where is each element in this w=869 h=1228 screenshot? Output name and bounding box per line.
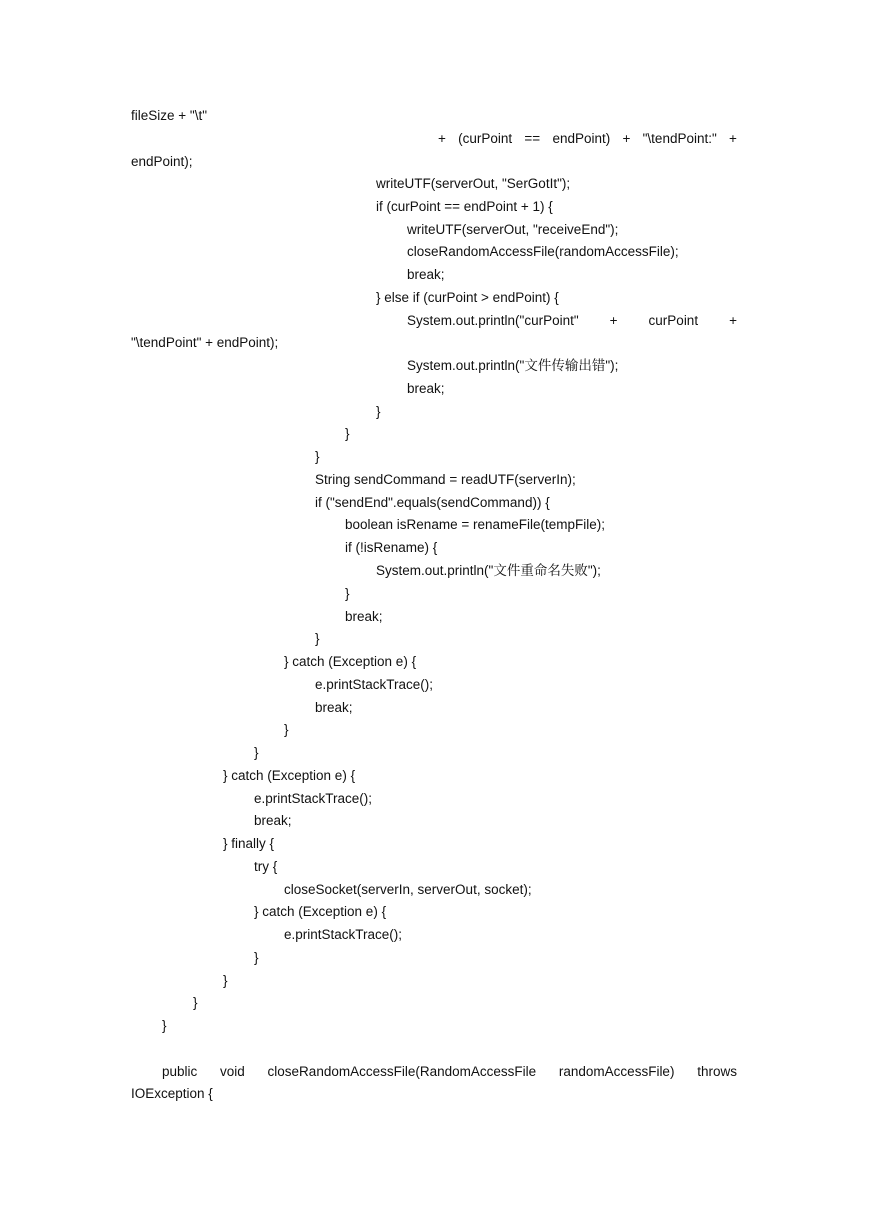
code-line: writeUTF(serverOut, "SerGotIt");	[376, 176, 571, 191]
code-token: endPoint)	[552, 131, 611, 146]
code-line: } catch (Exception e) {	[223, 768, 356, 783]
code-line: e.printStackTrace();	[284, 927, 403, 942]
code-line: }	[223, 973, 228, 988]
code-line: }	[162, 1018, 167, 1033]
code-line: IOException {	[131, 1086, 213, 1101]
code-token: (curPoint	[458, 131, 513, 146]
code-token: +	[609, 313, 618, 328]
code-line: break;	[254, 813, 292, 828]
code-token: +	[729, 131, 737, 146]
code-line: }	[254, 745, 259, 760]
code-line-justified	[438, 128, 737, 150]
code-token: randomAccessFile)	[558, 1064, 675, 1079]
code-line: } catch (Exception e) {	[254, 904, 387, 919]
code-token: void	[220, 1064, 245, 1079]
code-token: "\tendPoint:"	[642, 131, 717, 146]
code-line: }	[315, 449, 320, 464]
code-line: if ("sendEnd".equals(sendCommand)) {	[315, 495, 550, 510]
code-line: closeSocket(serverIn, serverOut, socket);	[284, 882, 532, 897]
code-token: curPoint	[648, 313, 699, 328]
code-line: endPoint);	[131, 154, 193, 169]
code-line: break;	[315, 700, 353, 715]
code-line-justified	[407, 310, 737, 332]
code-line: System.out.println("文件重命名失败");	[376, 563, 601, 578]
code-line: } else if (curPoint > endPoint) {	[376, 290, 559, 305]
code-token: +	[622, 131, 631, 146]
code-line: String sendCommand = readUTF(serverIn);	[315, 472, 576, 487]
code-line: boolean isRename = renameFile(tempFile);	[345, 517, 605, 532]
code-line: }	[254, 950, 259, 965]
code-line: }	[315, 631, 320, 646]
code-line: System.out.println("文件传输出错");	[407, 358, 619, 373]
code-line: if (!isRename) {	[345, 540, 438, 555]
code-line: if (curPoint == endPoint + 1) {	[376, 199, 553, 214]
code-line: break;	[407, 267, 445, 282]
code-line: closeRandomAccessFile(randomAccessFile);	[407, 244, 679, 259]
code-line: } catch (Exception e) {	[284, 654, 417, 669]
code-line: writeUTF(serverOut, "receiveEnd");	[407, 222, 619, 237]
code-token: +	[438, 131, 446, 146]
code-line: }	[345, 426, 350, 441]
code-token: closeRandomAccessFile(RandomAccessFile	[267, 1064, 537, 1079]
code-line: }	[345, 586, 350, 601]
code-token: System.out.println("curPoint"	[407, 313, 579, 328]
code-token: public	[162, 1064, 198, 1079]
code-token: throws	[697, 1064, 737, 1079]
code-line-justified	[162, 1061, 737, 1083]
code-line: e.printStackTrace();	[315, 677, 434, 692]
code-line: } finally {	[223, 836, 275, 851]
code-line: }	[376, 404, 381, 419]
code-token: +	[729, 313, 737, 328]
code-line: try {	[254, 859, 278, 874]
code-token: ==	[524, 131, 541, 146]
code-line: "\tendPoint" + endPoint);	[131, 335, 279, 350]
code-line: }	[193, 995, 198, 1010]
code-line: break;	[345, 609, 383, 624]
code-line: fileSize + "\t"	[131, 108, 207, 123]
code-line: break;	[407, 381, 445, 396]
code-line: e.printStackTrace();	[254, 791, 373, 806]
code-line: }	[284, 722, 289, 737]
